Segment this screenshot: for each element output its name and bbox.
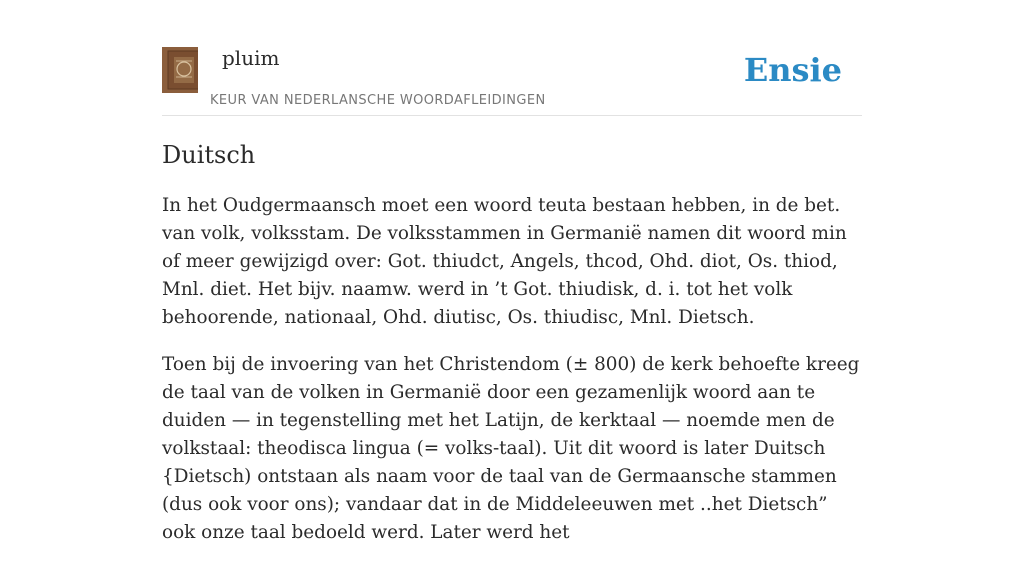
article-page [162, 0, 862, 543]
source-label[interactable]: KEUR VAN NEDERLANSCHE WOORDAFLEIDINGEN [210, 93, 546, 108]
paragraph: In het Oudgermaansch moet een woord teuta bestaan hebben, in de bet. van volk, volksstam. De volksstammen in Germanië namen dit woord min of meer gewijzigd over: Got. thiudct, Angels, thcod, Ohd. diot, Os. thiod, Mnl. diet. Het bijv. naamw. werd in ’t Got. thiudisk, d. i. tot het volk behoorende, nationaal, Ohd. diutisc, Os. thiudisc, Mnl. Dietsch. [162, 195, 847, 328]
paragraph: Toen bij de invoering van het Christendom (± 800) de kerk behoefte kreeg de taal van de volken in Germanië door een gezamenlijk woord aan te duiden — in tegenstelling met het Latijn, de kerktaal — noemde men de volkstaal: theodisca lingua (= volks-taal). Uit dit woord is later Duitsch {Dietsch) ontstaan als naam voor de taal van de Germaansche stammen (dus ook voor ons); vandaar dat in de Middeleeuwen met ..het Dietsch” ook onze taal bedoeld werd. Later werd het [162, 354, 860, 543]
page-title: Duitsch [162, 141, 256, 169]
brand-logo[interactable]: Ensie [743, 51, 842, 89]
avatar[interactable] [162, 47, 208, 93]
article-body [162, 192, 862, 566]
username-link[interactable]: pluim [222, 46, 280, 70]
article-header [162, 0, 862, 116]
